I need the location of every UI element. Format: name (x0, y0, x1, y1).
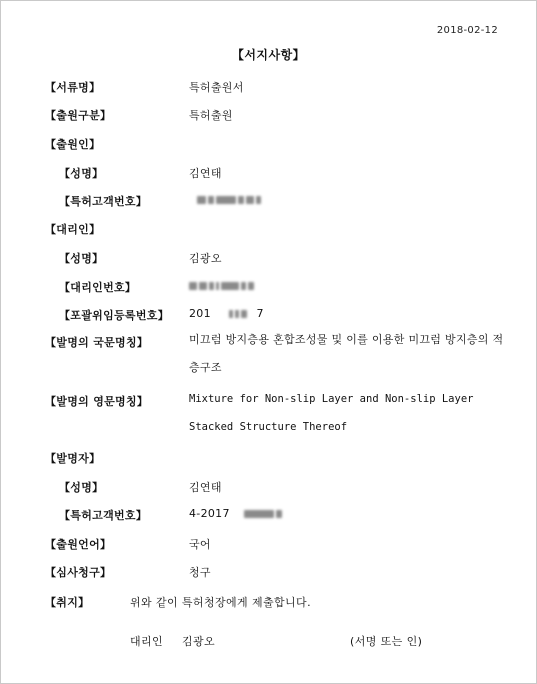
purpose-text: 위와 같이 특허청장에게 제출합니다. (130, 596, 311, 609)
row-purpose (0, 594, 537, 616)
doc-type-value: 특허출원서 (189, 81, 244, 94)
agent-no-redacted (189, 279, 256, 293)
exam-label: 【심사청구】 (45, 566, 112, 579)
title-kr-label: 【발명의 국문명칭】 (45, 336, 149, 349)
reg-no-suffix: 7 (256, 307, 264, 320)
reg-no-prefix: 201 (189, 307, 211, 320)
row-applicant-name (0, 165, 537, 187)
agent-no-label: 【대리인번호】 (59, 281, 137, 294)
inventor-customer-no-value (189, 507, 284, 521)
row-exam (0, 564, 537, 586)
signature-note: (서명 또는 인) (350, 635, 423, 648)
applicant-name-value: 김연태 (189, 167, 222, 180)
row-title-kr (0, 334, 537, 382)
document-title: 【서지사항】 (231, 48, 306, 62)
applicant-customer-no-redacted (197, 193, 263, 207)
title-en-value: Mixture for Non-slip Layer and Non-slip Layer Stacked Structure Thereof (189, 393, 474, 433)
applicant-label: 【출원인】 (45, 138, 101, 151)
inventor-customer-no-prefix: 4-2017 (189, 507, 230, 520)
purpose-label: 【취지】 (45, 596, 90, 609)
app-category-value: 특허출원 (189, 109, 233, 122)
row-applicant (0, 136, 537, 158)
row-agent (0, 221, 537, 243)
row-inventor-name (0, 479, 537, 501)
row-inventor-customer-no (0, 507, 537, 529)
language-value: 국어 (189, 538, 211, 551)
signature-role: 대리인 (130, 635, 164, 648)
title-en-label: 【발명의 영문명칭】 (45, 395, 149, 408)
app-category-label: 【출원구분】 (45, 109, 112, 122)
row-language (0, 536, 537, 558)
doc-type-label: 【서류명】 (45, 81, 101, 94)
row-agent-no (0, 279, 537, 301)
exam-value: 청구 (189, 566, 211, 579)
row-doc-type (0, 79, 537, 101)
inventor-name-label: 【성명】 (59, 481, 104, 494)
row-agent-name (0, 250, 537, 272)
applicant-name-label: 【성명】 (59, 167, 104, 180)
title-kr-value: 미끄럼 방지층용 혼합조성물 및 이를 이용한 미끄럼 방지층의 적층구조 (189, 333, 504, 374)
document-date: 2018-02-12 (436, 25, 498, 36)
agent-name-label: 【성명】 (59, 252, 104, 265)
inventor-name-value: 김연태 (189, 481, 222, 494)
row-applicant-customer-no (0, 193, 537, 215)
applicant-customer-no-label: 【특허고객번호】 (59, 195, 148, 208)
row-inventor (0, 450, 537, 472)
agent-name-value: 김광오 (189, 252, 222, 265)
reg-no-value (189, 307, 264, 321)
language-label: 【출원언어】 (45, 538, 112, 551)
row-app-category (0, 107, 537, 129)
agent-label: 【대리인】 (45, 223, 101, 236)
signature-name: 김광오 (182, 635, 216, 648)
inventor-customer-no-label: 【특허고객번호】 (59, 509, 148, 522)
inventor-label: 【발명자】 (45, 452, 101, 465)
row-title-en (0, 393, 537, 441)
reg-no-label: 【포괄위임등록번호】 (59, 309, 170, 322)
